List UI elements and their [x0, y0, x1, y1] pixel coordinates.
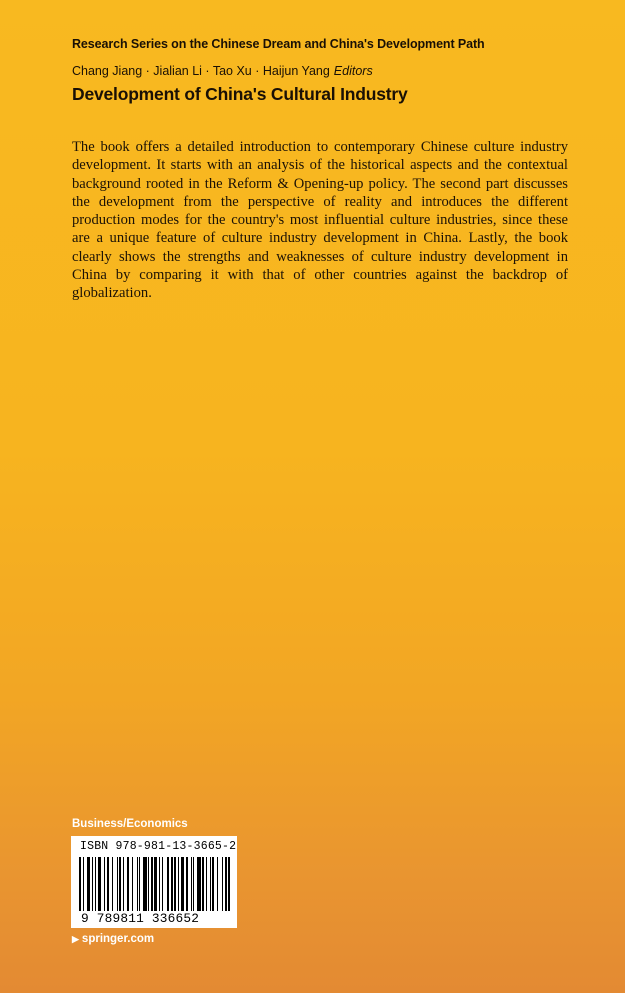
website-link[interactable] [72, 933, 154, 945]
editors-role: Editors [333, 64, 373, 78]
subject-category: Business/Economics [72, 818, 188, 830]
editors-line [72, 64, 373, 78]
series-title: Research Series on the Chinese Dream and China's Development Path [72, 37, 485, 51]
ean-digits: 9 789811 336652 [81, 911, 200, 926]
triangle-right-icon: ▶ [72, 934, 79, 944]
barcode-box [71, 836, 237, 928]
editor-names: Chang Jiang · Jialian Li · Tao Xu · Haijun Yang [72, 64, 330, 78]
book-title: Development of China's Cultural Industry [72, 84, 408, 104]
isbn-label: ISBN 978-981-13-3665-2 [80, 840, 237, 853]
barcode-bars [79, 857, 231, 911]
book-description: The book offers a detailed introduction to contemporary Chinese culture industry development. It starts with an analysis of the historical aspects and the contextual background rooted in the Reform & Opening-up policy. The second part discusses the development from the perspective of reality and introduces the different production modes for the country's most influential culture industries, since these are a unique feature of culture industry development in China. Lastly, the book clearly shows the strengths and weaknesses of culture industry development in China by comparing it with that of other countries against the backdrop of globalization. [72, 139, 568, 302]
website-label: springer.com [81, 933, 155, 945]
